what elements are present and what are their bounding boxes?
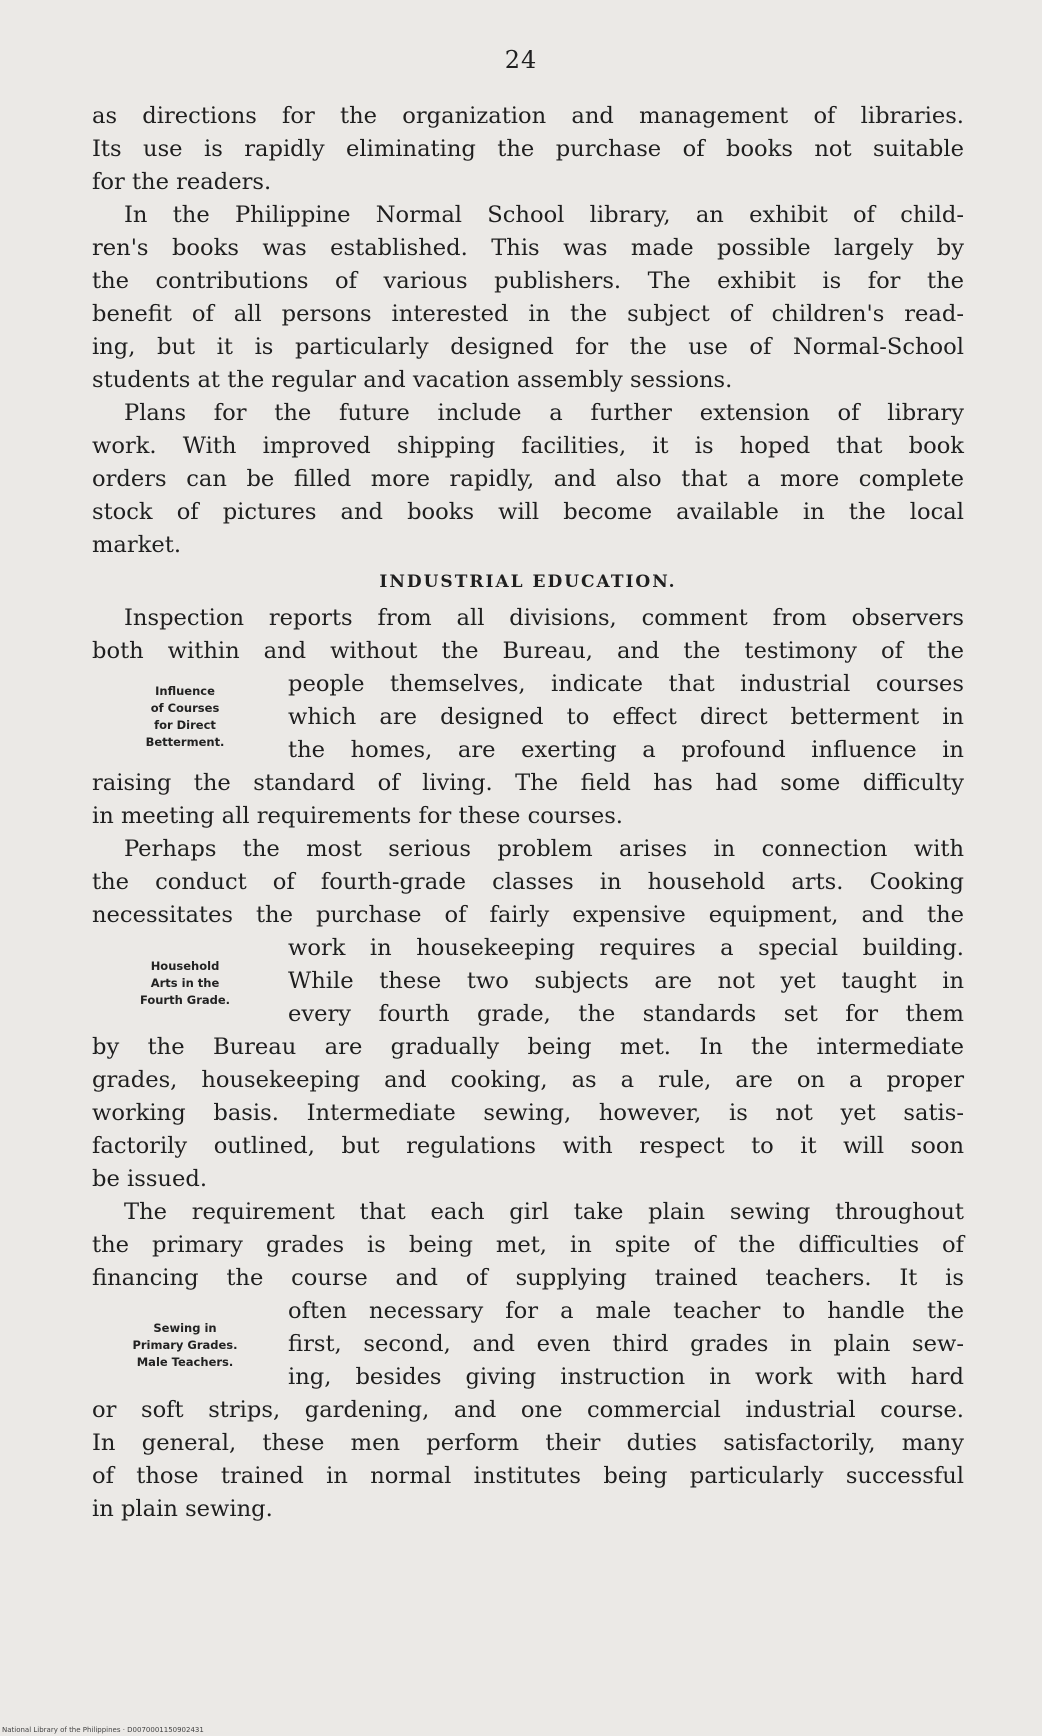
text-line: stock of pictures and books will become available in the local xyxy=(92,499,964,525)
text-line: orders can be filled more rapidly, and also that a more complete xyxy=(92,466,964,492)
text-line: ing, besides giving instruction in work with hard xyxy=(288,1364,964,1390)
body-text xyxy=(92,100,964,1526)
text-line: The requirement that each girl take plain sewing throughout xyxy=(124,1199,964,1225)
text-line: first, second, and even third grades in plain sew- xyxy=(288,1331,964,1357)
side-note-line: for Direct xyxy=(154,718,216,732)
text-line: In the Philippine Normal School library, an exhibit of child- xyxy=(124,202,964,228)
text-line: in meeting all requirements for these courses. xyxy=(92,803,623,829)
side-note-line: of Courses xyxy=(150,701,220,715)
text-line: market. xyxy=(92,532,182,558)
text-line: as directions for the organization and management of libraries. xyxy=(92,103,964,129)
text-line: factorily outlined, but regulations with respect to it will soon xyxy=(92,1133,964,1159)
text-line: the homes, are exerting a profound influence in xyxy=(288,737,964,763)
text-line: Plans for the future include a further extension of library xyxy=(124,400,964,426)
side-note-line: Primary Grades. xyxy=(132,1338,238,1352)
text-line: Inspection reports from all divisions, comment from observers xyxy=(124,605,964,631)
text-line: in plain sewing. xyxy=(92,1496,273,1522)
text-line: ing, but it is particularly designed for the use of Normal-School xyxy=(92,334,964,360)
text-line: for the readers. xyxy=(92,169,272,195)
text-line: benefit of all persons interested in the subject of children's read- xyxy=(92,301,964,327)
side-note-line: Male Teachers. xyxy=(136,1355,234,1369)
page-number: 24 xyxy=(504,46,538,74)
side-note-line: Fourth Grade. xyxy=(139,993,231,1007)
text-line: working basis. Intermediate sewing, however, is not yet satis- xyxy=(92,1100,964,1126)
text-line: ren's books was established. This was made possible largely by xyxy=(92,235,964,261)
section-heading: INDUSTRIAL EDUCATION. xyxy=(379,572,677,592)
text-line: or soft strips, gardening, and one commercial industrial course. xyxy=(92,1397,964,1423)
text-line: of those trained in normal institutes being particularly successful xyxy=(92,1463,964,1489)
text-line: In general, these men perform their duties satisfactorily, many xyxy=(92,1430,964,1456)
text-line: the contributions of various publishers. The exhibit is for the xyxy=(92,268,964,294)
side-note-line: Household xyxy=(150,959,220,973)
text-line: by the Bureau are gradually being met. In the intermediate xyxy=(92,1034,964,1060)
text-line: Perhaps the most serious problem arises in connection with xyxy=(124,836,964,862)
text-line: work in housekeeping requires a special building. xyxy=(288,935,964,961)
text-line: which are designed to effect direct betterment in xyxy=(288,704,964,730)
footer-credit: National Library of the Philippines · D0070001150902431 xyxy=(2,1726,204,1734)
text-line: people themselves, indicate that industrial courses xyxy=(288,671,964,697)
text-line: be issued. xyxy=(92,1166,207,1192)
text-line: grades, housekeeping and cooking, as a rule, are on a proper xyxy=(92,1067,964,1093)
text-line: students at the regular and vacation assembly sessions. xyxy=(92,367,733,393)
text-line: financing the course and of supplying trained teachers. It is xyxy=(92,1265,964,1291)
text-line: every fourth grade, the standards set for them xyxy=(288,1001,964,1027)
text-line: While these two subjects are not yet taught in xyxy=(288,968,964,994)
side-note-line: Sewing in xyxy=(153,1321,217,1335)
text-line: necessitates the purchase of fairly expensive equipment, and the xyxy=(92,902,964,928)
text-line: raising the standard of living. The field has had some difficulty xyxy=(92,770,964,796)
text-line: the conduct of fourth-grade classes in household arts. Cooking xyxy=(92,869,964,895)
text-line: both within and without the Bureau, and the testimony of the xyxy=(92,638,964,664)
side-note-influence xyxy=(100,683,270,751)
text-line: work. With improved shipping facilities, it is hoped that book xyxy=(92,433,964,459)
side-note-line: Arts in the xyxy=(150,976,220,990)
text-line: the primary grades is being met, in spite of the difficulties of xyxy=(92,1232,964,1258)
side-note-line: Influence xyxy=(155,684,215,698)
side-note-household xyxy=(100,958,270,1009)
side-note-line: Betterment. xyxy=(145,735,225,749)
text-line: Its use is rapidly eliminating the purchase of books not suitable xyxy=(92,136,964,162)
side-note-sewing xyxy=(100,1320,270,1371)
text-line: often necessary for a male teacher to handle the xyxy=(288,1298,964,1324)
